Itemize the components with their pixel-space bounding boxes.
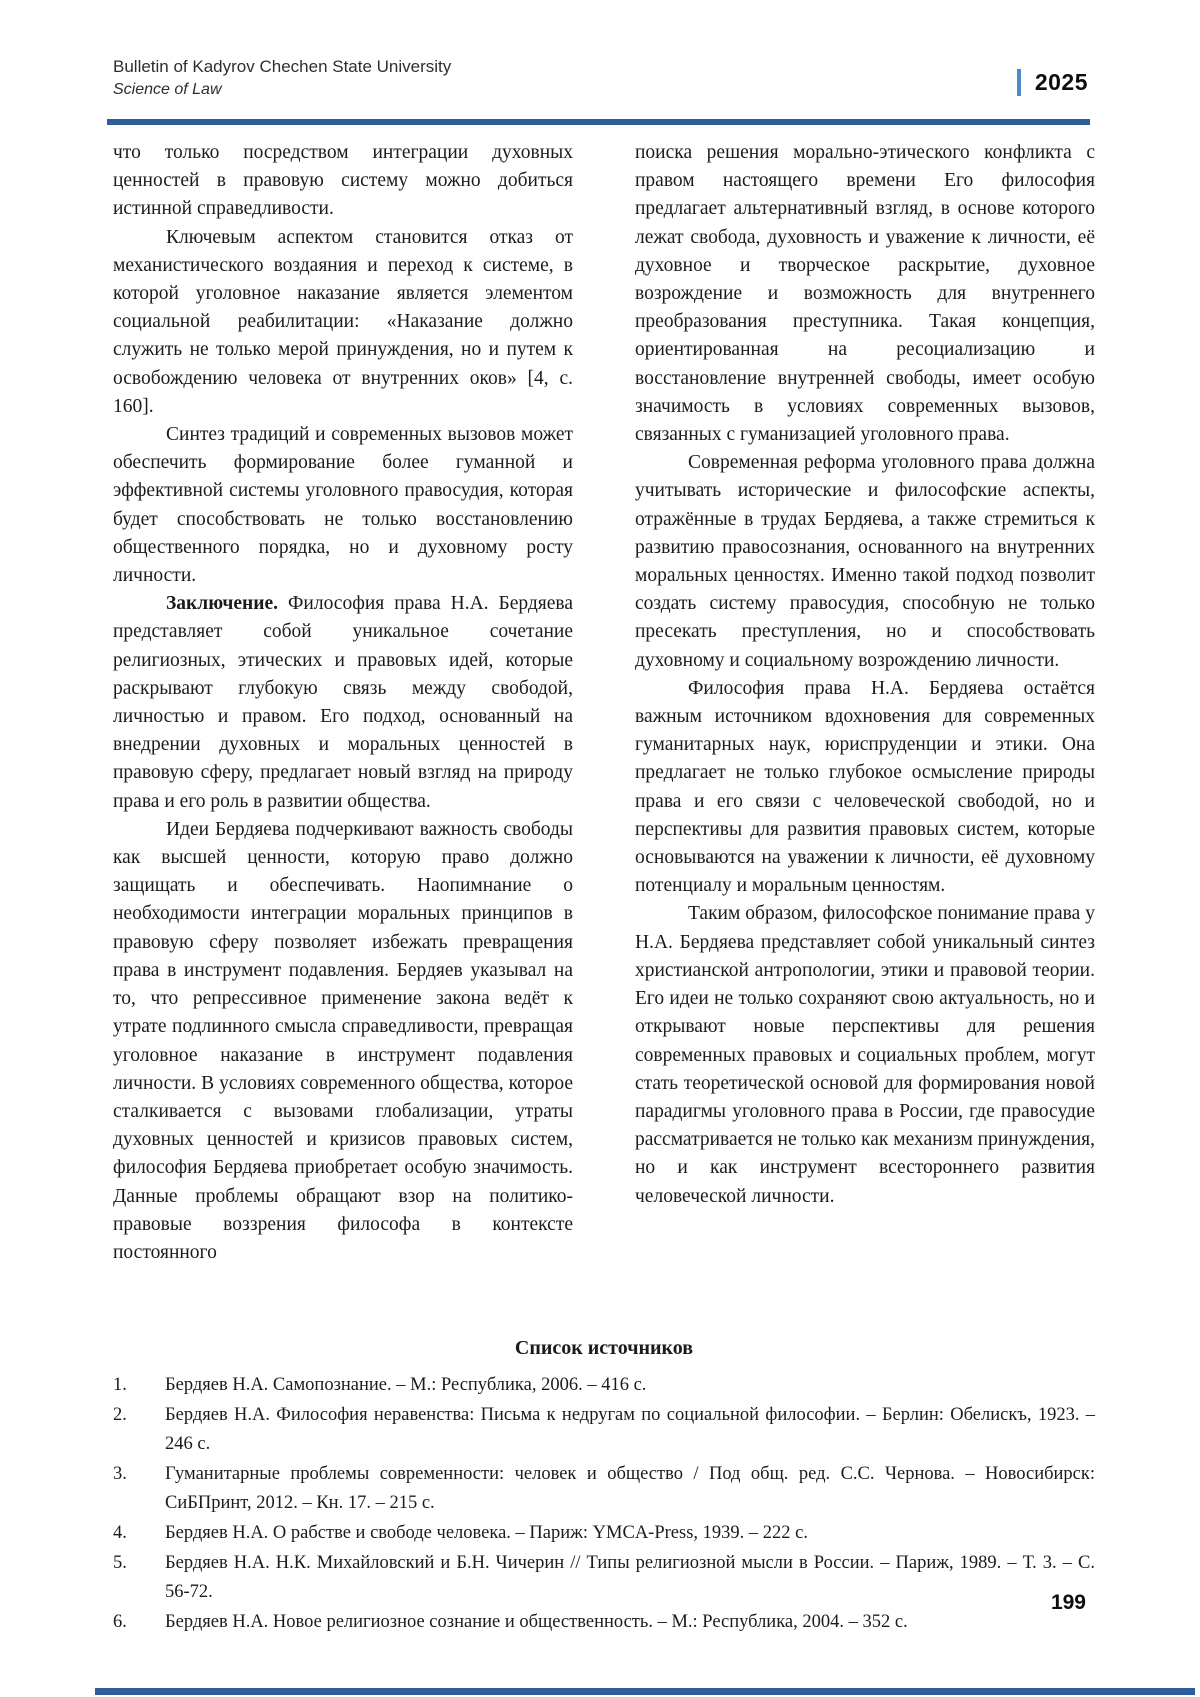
footer-rule xyxy=(95,1688,1195,1695)
reference-number: 4. xyxy=(113,1522,127,1543)
reference-number: 1. xyxy=(113,1375,127,1395)
reference-item xyxy=(113,1608,1095,1638)
reference-text: Бердяев Н.А. О рабстве и свободе человека. – Париж: YMCA-Press, 1939. – 222 с. xyxy=(165,1522,808,1543)
paragraph: Философия права Н.А. Бердяева остаётся важным источником вдохновения для современных гуманитарных наук, юриспруденции и этики. Она предлагает не только глубокое осмысление природы права и его связи с человеческой свободой, но и перспективы для развития правовых систем, которые основываются на уважении к личности, её духовному потенциалу и моральным ценностям. xyxy=(635,677,1095,897)
article-body xyxy=(113,139,1095,1267)
conclusion-lead: Заключение. xyxy=(166,593,279,615)
paragraph-text: Философия права Н.А. Бердяева представляет собой уникальное сочетание религиозных, этических и правовых идей, которые раскрывают глубокую связь между свободой, личностью и правом. Его подход, основанный на внедрении духовных и моральных ценностей в правовую сферу, предлагает новый взгляд на природу права и его роль в развитии общества. xyxy=(113,593,573,812)
reference-item xyxy=(113,1460,1095,1519)
year-block xyxy=(1017,69,1088,96)
reference-text: Бердяев Н.А. Н.К. Михайловский и Б.Н. Чичерин // Типы религиозной мысли в России. – Париж, 1989. – Т. 3. – С. 56-72. xyxy=(165,1552,1095,1603)
page-number: 199 xyxy=(1050,1591,1086,1614)
reference-item xyxy=(113,1371,1095,1401)
reference-text: Бердяев Н.А. Самопознание. – М.: Республика, 2006. – 416 с. xyxy=(165,1375,647,1395)
paragraph: Современная реформа уголовного права должна учитывать исторические и философские аспекты, отражённые в трудах Бердяева, а также стремиться к развитию правосознания, основанного на внутренних моральных ценностях. Именно такой подход позволит создать систему правосудия, способную не только пресекать преступления, но и способствовать духовному и социальному возрождению личности. xyxy=(635,452,1095,671)
reference-number: 2. xyxy=(113,1404,127,1425)
journal-title: Bulletin of Kadyrov Chechen State University xyxy=(113,57,452,76)
paragraph-conclusion xyxy=(113,590,573,816)
reference-text: Гуманитарные проблемы современности: человек и общество / Под общ. ред. С.С. Чернова. – Новосибирск: СиБПринт, 2012. – Кн. 17. – 215 с. xyxy=(165,1463,1095,1514)
paragraph: Ключевым аспектом становится отказ от механистического воздаяния и переход к системе, в которой уголовное наказание является элементом социальной реабилитации: «Наказание должно служить не только мерой принуждения, но и путем к освобождению человека от внутренних оков» [4, с. 160]. xyxy=(113,226,573,417)
reference-number: 5. xyxy=(113,1552,127,1573)
reference-number: 3. xyxy=(113,1463,127,1484)
journal-title-block xyxy=(113,55,451,101)
journal-subtitle: Science of Law xyxy=(113,81,222,98)
year-accent-bar xyxy=(1017,69,1021,96)
reference-number: 6. xyxy=(113,1611,127,1632)
reference-item xyxy=(113,1549,1095,1608)
article-right-column xyxy=(635,139,1095,1267)
reference-item xyxy=(113,1401,1095,1460)
paragraph: что только посредством интеграции духовных ценностей в правовую систему можно добиться истинной справедливости. xyxy=(113,142,573,220)
paragraph: Синтез традиций и современных вызовов может обеспечить формирование более гуманной и эффективной системы уголовного правосудия, которая будет способствовать не только восстановлению общественного порядка, но и духовному росту личности. xyxy=(113,424,573,587)
reference-item xyxy=(113,1519,1095,1549)
year-label: 2025 xyxy=(1034,69,1088,95)
paragraph: Идеи Бердяева подчеркивают важность свободы как высшей ценности, которую право должно защищать и обеспечивать. Наопимнание о необходимости интеграции моральных принципов в правовую сферу позволяет избежать превращения права в инструмент подавления. Бердяев указывал на то, что репрессивное применение закона ведёт к утрате подлинного смысла справедливости, превращая уголовное наказание в инструмент подавления личности. В условиях современного общества, которое сталкивается с вызовами глобализации, утраты духовных ценностей и кризисов правовых систем, философия Бердяева приобретает особую значимость. Данные проблемы обращают взор на политико-правовые воззрения философа в контексте постоянного xyxy=(113,818,573,1263)
paragraph: Таким образом, философское понимание права у Н.А. Бердяева представляет собой уникальный синтез христианской антропологии, этики и правовой теории. Его идеи не только сохраняют свою актуальность, но и открывают новые перспективы для решения современных правовых и социальных проблем, могут стать теоретической основой для формирования новой парадигмы уголовного права в России, где правосудие рассматривается не только как механизм принуждения, но и как инструмент всестороннего развития человеческой личности. xyxy=(635,903,1095,1207)
paragraph: поиска решения морально-этического конфликта с правом настоящего времени Его философия предлагает альтернативный взгляд, в основе которого лежат свобода, духовность и уважение к личности, её духовное и творческое раскрытие, духовное возрождение и возможность для внутреннего преобразования преступника. Такая концепция, ориентированная на ресоциализацию и восстановление внутренней свободы, имеет особую значимость в условиях современных вызовов, связанных с гуманизацией уголовного права. xyxy=(635,142,1095,446)
header-rule xyxy=(107,119,1090,125)
reference-text: Бердяев Н.А. Новое религиозное сознание и общественность. – М.: Республика, 2004. – 352 с. xyxy=(165,1611,908,1632)
references-list xyxy=(113,1371,1095,1637)
reference-text: Бердяев Н.А. Философия неравенства: Письма к недругам по социальной философии. – Берлин: Обелискъ, 1923. – 246 с. xyxy=(165,1404,1095,1455)
article-left-column xyxy=(113,139,573,1267)
page-header xyxy=(113,55,1088,101)
references-heading: Список источников xyxy=(514,1337,694,1359)
